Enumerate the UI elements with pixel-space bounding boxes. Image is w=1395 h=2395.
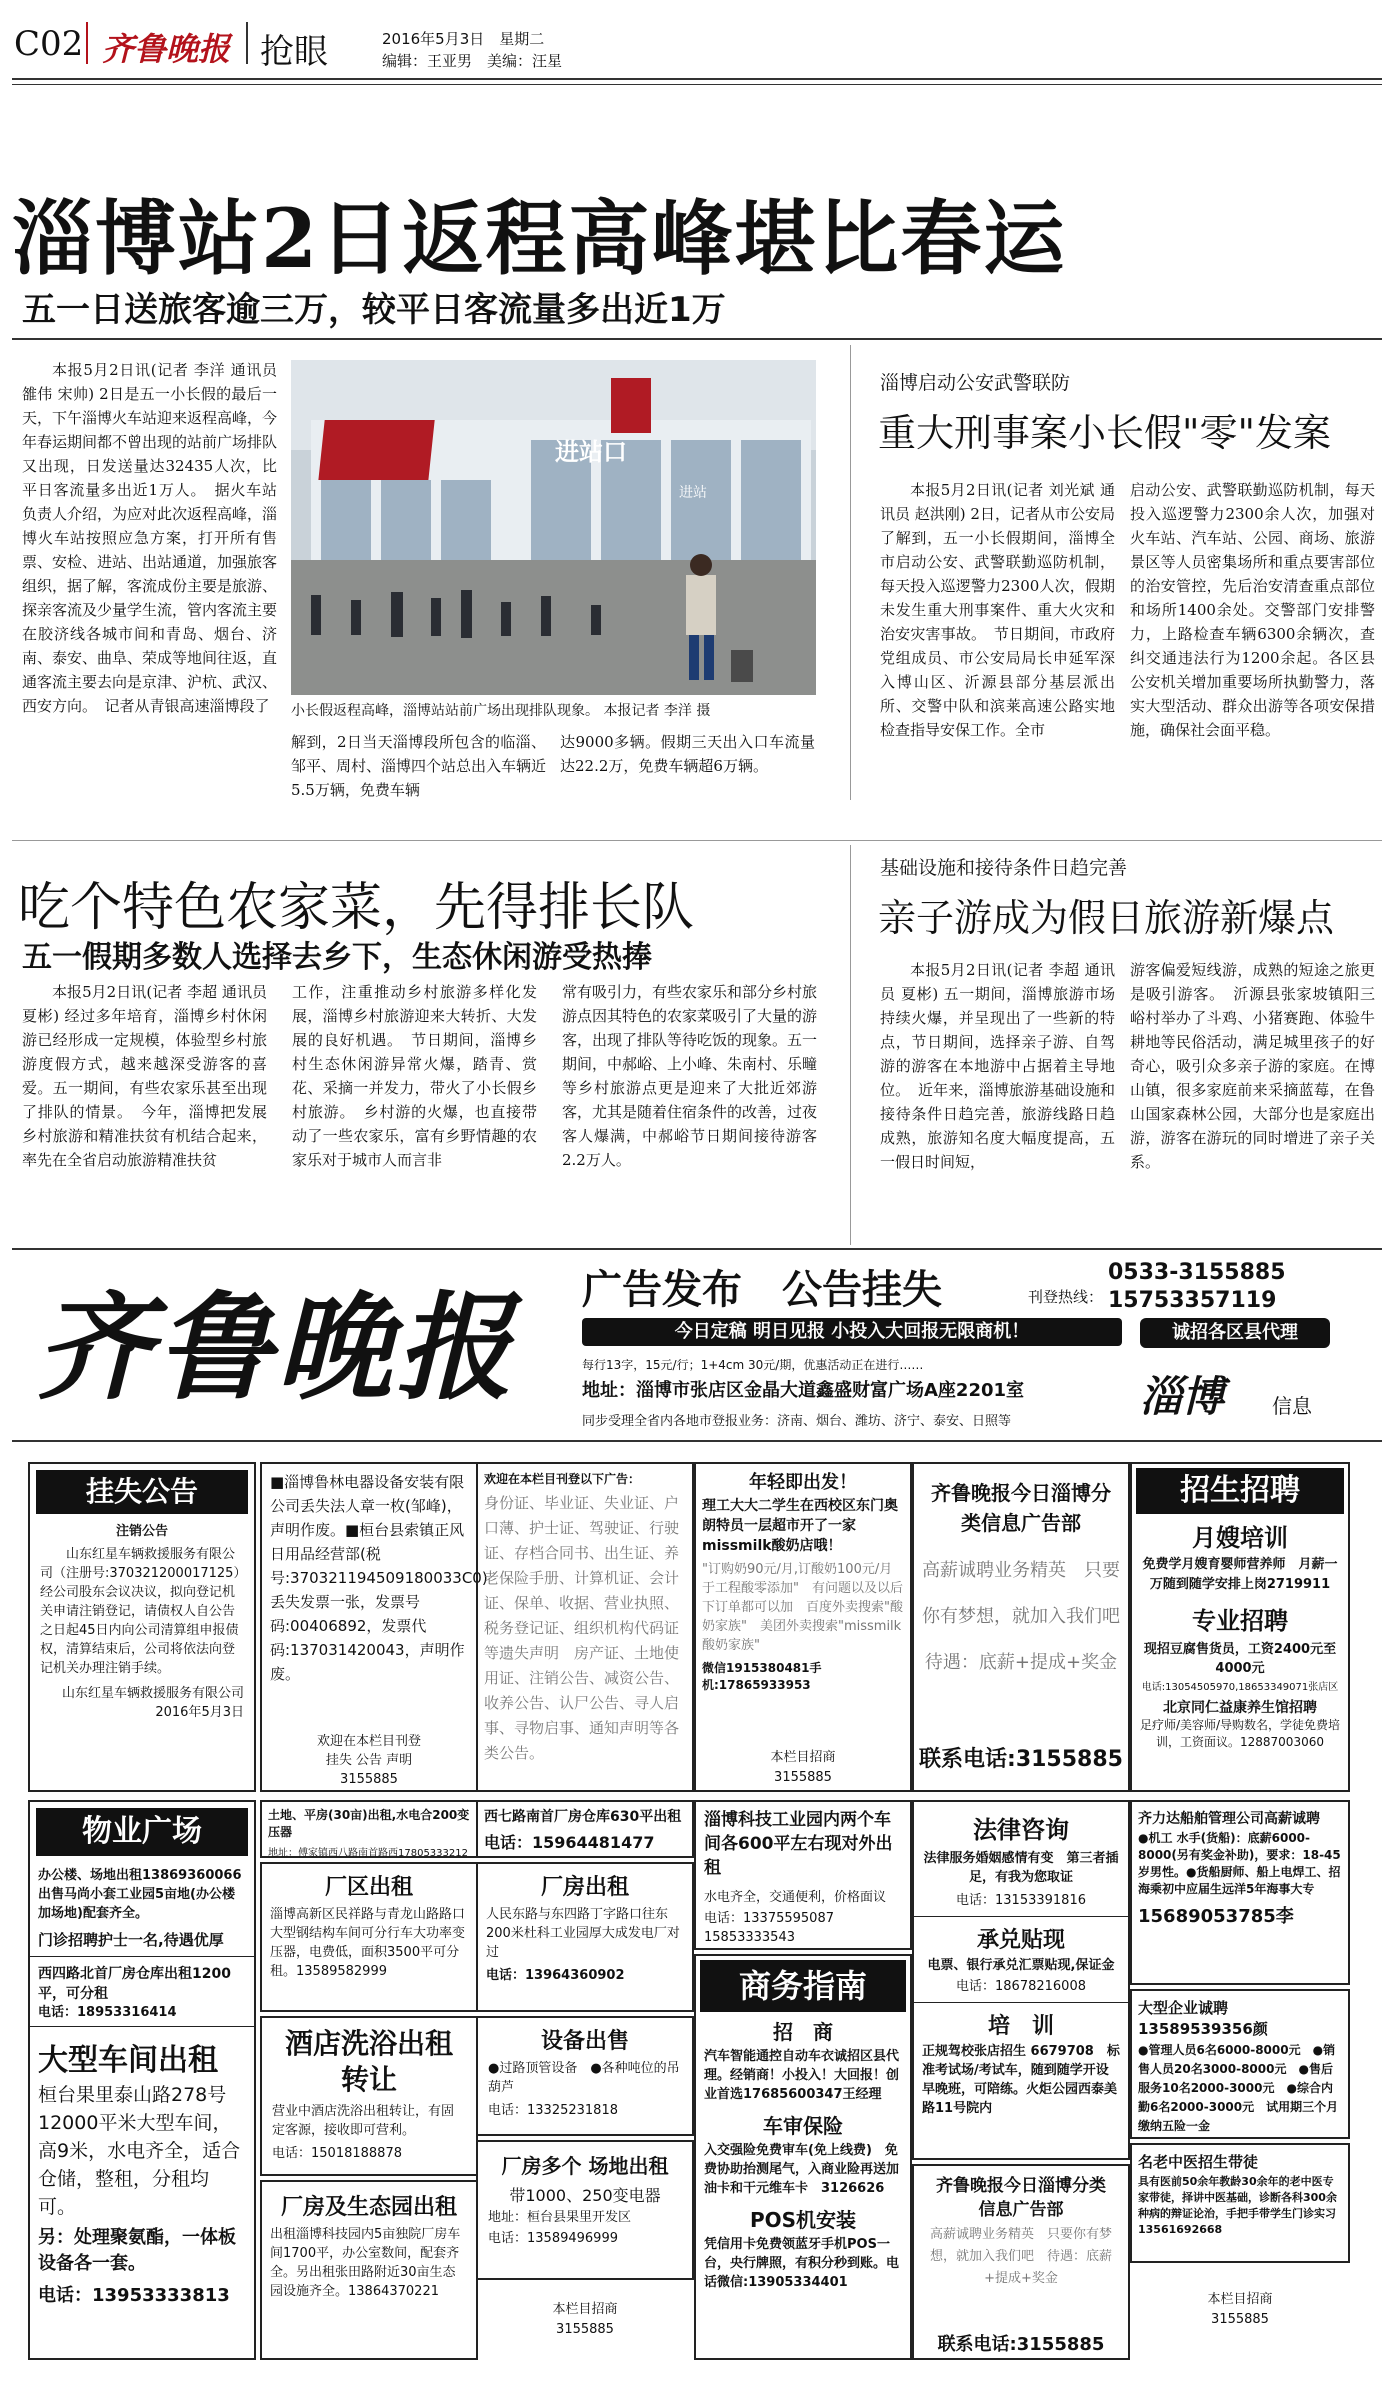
fenlei-box [912,1462,1138,1792]
land-box [260,1800,478,1858]
photo-caption: 小长假返程高峰，淄博站站前广场出现排队现象。 本报记者 李洋 摄 [291,703,711,719]
story2-col3: 常有吸引力，有些农家乐和部分乡村旅游点因其特色的农家菜吸引了大量的游客，出现了排队等待吃饭的现象。五一期间，中郝峪、上小峰、朱南村、乐疃等乡村旅游点更是迎来了大批近郊游客，尤其是随着住宿条件的改善，过夜客人爆满，中郝峪节日期间接待游客2.2万人。 [562,983,818,1169]
notice-sign: 山东红星车辆救援服务有限公司 [61,1686,244,1701]
lost-phone[interactable]: 3155885 [340,1772,398,1787]
main-article-col1: 本报5月2日讯(记者 李洋 通讯员 雒伟 宋帅) 2日是五一小长假的最后一天，下午淄博火车站迎来返程高峰，今年春运期间都不曾出现的站前广场排队又出现，日发送量达32435人次，比平日客流量多出近1万人。 据火车站负责人介绍，为应对此次返程高峰，淄博火车站按照应急方案，打开所有售票、安检、进站、出站通道，加强旅客组织，据了解，客流成份主要是旅游、探亲客流及少量学生流，管内客流主要在胶济线各城市间和青岛、烟台、济南、泰安、曲阜、荣成等地间往返，直通客流主要去向是京津、沪杭、武汉、西安方向。 记者从青银高速淄博段了 [22,361,278,715]
bottom-phone[interactable]: 3155885 [1211,2312,1269,2327]
station-illustration [291,360,816,695]
fenlei2-phone[interactable]: 联系电话:3155885 [937,2334,1105,2355]
equip-box [476,2016,694,2136]
fenlei2-title: 齐鲁晚报今日淄博分类信息广告部 [936,2176,1106,2220]
story2-col1: 本报5月2日讯(记者 李超 通讯员 夏彬) 经过多年培育，淄博乡村休闲游已经形成一定规模，体验型乡村旅游度假方式，越来越深受游客的喜爱。五一期间，有些农家乐甚至出现了排队的情景。 今年，淄博把发展乡村旅游和精准扶贫有机结合起来，率先在全省启动旅游精准扶贫 [22,983,267,1169]
editors: 编辑：王亚男 美编：汪星 [382,52,563,70]
bottom-ad: 本栏目招商 [1207,2292,1273,2307]
banner-logo: 齐鲁晚报 [36,1280,516,1416]
hotel-body: 营业中酒店洗浴出租转让，有固定客源，接收即可营利。 [272,2104,455,2138]
land-title: 土地、平房(30亩)出租,水电合200变压器 [268,1808,470,1839]
lost-title: 挂失公告 [36,1470,248,1514]
photo-sign-small: 进站 [679,485,707,501]
west7-title: 西七路南首厂房仓库630平出租 [484,1809,682,1825]
main-subheadline: 五一日送旅客逾三万，较平日客流量多出近1万 [22,290,726,330]
multi-plant-phone[interactable]: 电话：13589496999 [488,2231,618,2246]
main-article-col2: 解到，2日当天淄博段所包含的临淄、邹平、周村、淄博四个站总出入车辆近5.5万辆，免费车辆 [291,733,547,799]
side1-kicker: 淄博启动公安武警联防 [880,372,1071,394]
techpark-box [694,1800,912,1950]
lost-foot: 欢迎在本栏目刊登 [316,1734,421,1749]
zhaoshang-body: 汽车智能通控自动车衣诚招区县代理。经销商！小投入！大回报！创业首选17685600347王经理 [704,2049,900,2102]
side1-title: 重大刑事案小长假"零"发案 [878,411,1331,455]
equip-body: ●过路顶管设备 ●各种吨位的吊葫芦 [488,2061,680,2095]
side2-kicker: 基础设施和接待条件日趋完善 [880,857,1128,879]
chengdui-phone[interactable]: 电话：18678216008 [956,1979,1086,1994]
photo-sign: 进站口 [555,438,627,466]
yuesao-body: 免费学月嫂育婴师营养师 月薪一万随到随学安排上岗2719911 [1142,1557,1338,1592]
side1-col2: 启动公安、武警联勤巡防机制，每天投入巡逻警力2300余人次，加强对火车站、汽车站、公园、商场、旅游景区等人员密集场所和重点要害部位的治安管控，先后治安清查重点部位和场所1400余处。交警部门安排警力，上路检查车辆6300余辆次，查纠交通违法行为1200余起。各区县公安机关增加重要场所执勤警力，落实大型活动、群众出游等各项安保措施，确保社会面平稳。 [1130,481,1375,739]
side2-col1: 本报5月2日讯(记者 李超 通讯员 夏彬) 五一期间，淄博旅游市场持续火爆，并呈现出了一些新的特点，节日期间，选择亲子游、自驾游的游客在本地游中占据着主导地位。 近年来，淄博旅游基础设施和接待条件日趋完善，旅游线路日趋成熟，旅游知名度大幅度提高，五一假日时间短， [880,961,1115,1171]
recruit-box [1130,1462,1350,1792]
banner-bar: 今日定稿 明日见报 小投入大回报无限商机！ [582,1318,1122,1346]
property-p3-phone[interactable]: 电话：13953333813 [38,2285,230,2306]
eco-box [260,2180,478,2360]
factory-box [260,1862,478,2012]
section-rule [12,840,1382,841]
techpark-title: 淄博科技工业园内两个车间各600平左右现对外出租 [704,1810,893,1878]
lost-notice-box [28,1462,256,1792]
ad-types-title: 欢迎在本栏目刊登以下广告： [484,1472,641,1486]
property-box [28,1800,256,2360]
chengdui-title: 承兑贴现 [914,1916,1128,1954]
hotline-label: 刊登热线： [1028,1288,1104,1306]
multi-plant-title: 厂房多个 场地出租 [501,2154,669,2178]
ad-rule [12,1248,1382,1250]
west7-box [476,1800,694,1858]
ship-phone[interactable]: 15689053785李 [1138,1906,1294,1927]
land-addr: 地址：傅家镇西八路南首路西17805333212 [268,1848,468,1859]
law-box [912,1800,1130,2160]
ship-box [1130,1800,1350,1985]
pos-body: 凭信用卡免费领蓝牙手机POS一台，央行牌照，有积分秒到账。电话微信:13905334401 [704,2237,900,2290]
eco-body: 出租淄博科技园内5亩独院厂房车间1700平，办公室数间，配套齐全。另出租张田路附近30亩生态园设施齐全。13864370221 [270,2227,461,2299]
chengdui-body: 电票、银行承兑汇票贴现,保证金 [927,1958,1115,1973]
eco-title: 厂房及生态园出租 [280,2195,457,2220]
story2-subtitle: 五一假期多数人选择去乡下，生态休闲游受热捧 [22,940,652,975]
youth-body: "订购奶90元/月,订酸奶100元/月于工程酸零添加" 有问题以及以后下订单都可以加 百度外卖搜索"酸奶家族" 美团外卖搜索"missmilk酸奶家族" [702,1562,903,1653]
property-p3-title: 大型车间出租 [30,2026,254,2079]
lost-items-box [260,1462,488,1792]
agent-badge: 诚招各区县代理 [1140,1318,1330,1348]
law-title: 法律咨询 [973,1816,1069,1844]
fenlei2-body: 高薪诚聘业务精英 只要你有梦想，就加入我们吧 待遇：底薪+提成+奖金 [929,2227,1112,2286]
tongren-title: 北京同仁益康养生馆招聘 [1163,1700,1317,1716]
header-divider [86,22,88,64]
doctor-title: 名老中医招生带徒 [1138,2153,1259,2171]
bigcorp-title: 大型企业诚聘13589539356颜 [1138,1999,1268,2038]
business-guide-box [694,1954,912,2360]
banner-address: 地址：淄博市张店区金晶大道鑫盛财富广场A座2201室 [582,1380,1025,1401]
law-phone[interactable]: 电话：13153391816 [956,1893,1086,1908]
page-code: C02 [14,24,84,64]
plant-body: 人民东路与东四路丁字路口往东200米杜科工业园厚大成发电厂对过 [486,1907,680,1960]
plant-box [476,1862,694,2012]
doctor-body: 具有医前50余年教龄30余年的老中医专家带徒，择讲中医基础，诊断各科300余种病的辩证论治，手把手带学生门诊实习13561692668 [1138,2175,1337,2236]
section-title: 抢眼 [260,32,328,72]
side2-col2: 游客偏爱短线游，成熟的短途之旅更是吸引游客。 沂源县张家坡镇阳三峪村举办了斗鸡、小猪赛跑、体验牛耕地等民俗活动，满足城里孩子的好奇心，吸引众多亲子游的家庭。在博山镇，很多家庭前来采摘蓝莓，在鲁山国家森林公园，大部分也是家庭出游，游客在游玩的同时增进了亲子关系。 [1130,961,1375,1171]
youth-foot: 本栏目招商 [770,1750,836,1765]
brand-zibo: 淄博 [1140,1372,1225,1421]
ad-types-body: 身份证、毕业证、失业证、户口薄、护士证、驾驶证、行驶证、存档合同书、出生证、养老保险手册、计算机证、会计证、保单、收据、营业执照、税务登记证、组织机构代码证等遗失声明 房产证、土地使用证、注销公告、减资公告、收养公告、认尸公告、寻人启事、寻物启事、通知声明等各类公告。 [484,1494,680,1762]
property-p2: 西四路北首厂房仓库出租1200平，可分租 [30,1956,254,2003]
issue-date: 2016年5月3日 星期二 [382,30,545,48]
doctor-box [1130,2143,1350,2263]
header-rule [12,78,1382,80]
multi-plant-box [476,2140,694,2280]
notice-body: 山东红星车辆救援服务有限公司（注册号:370321200017125）经公司股东会议决议，拟向登记机关申请注销登记，请债权人自公告之日起45日内向公司清算组申报债权，清算结束后，公司将依法向登记机关办理注销手续。 [40,1547,240,1676]
banner-slogan: 广告发布 公告挂失 [582,1267,942,1313]
youth-sub: 理工大大二学生在西校区东门奥朗特员一层超市开了一家missmilk酸奶店哦！ [702,1498,898,1554]
techpark-body: 水电齐全，交通便利，价格面议 [704,1890,887,1905]
law-body: 法律服务婚姻感情有变 第三者插足，有我为您取证 [923,1851,1119,1885]
property-p3-body: 桓台果里泰山路278号12000平米大型车间，高9米，水电齐全，适合仓储，整租，分租均可。 [38,2084,241,2218]
notice-date: 2016年5月3日 [155,1705,244,1720]
property-title: 物业广场 [36,1808,248,1856]
chesheng-body: 入交强险免费审车(免上线费) 免费协助抬测尾气，入商业险再送加油卡和干元维车卡 3126626 [704,2143,900,2196]
training-body: 正规驾校张店招生 6679708 标准考试场/考试车，随到随学开设早晚班，可陪练。火炬公园西泰美路11号院内 [922,2044,1120,2116]
r5-ad: 本栏目招商 [552,2302,618,2317]
pos-title: POS机安装 [749,2208,857,2232]
ad-types-box [476,1462,694,1792]
recruit-title: 招生招聘 [1136,1468,1344,1514]
lost-items: ■淄博鲁林电器设备安装有限公司丢失法人章一枚(邹峰)，声明作废。■桓台县索镇正风日用品经营部(税号:370321194509180033C0)丢失发票一张，发票号码:00406892，发票代码:137031420043，声明作废。 [270,1473,488,1683]
hotel-box [260,2016,478,2176]
bigcorp-box [1130,1989,1350,2139]
factory-body: 淄博高新区民祥路与青龙山路路口大型钢结构车间可分行车大功率变压器，电费低，面积3500平可分租。13589582999 [270,1907,466,1979]
column-divider [850,845,851,1245]
yuesao-title: 月嫂培训 [1192,1524,1288,1552]
plant-phone[interactable]: 电话：13964360902 [486,1968,625,1983]
hotline-phone-1[interactable]: 0533-3155885 [1108,1260,1286,1285]
ad-rule [12,1440,1382,1442]
side1-col1: 本报5月2日讯(记者 刘光斌 通讯员 赵洪刚) 2日，记者从市公安局了解到，五一小长假期间，淄博全市启动公安、武警联勤巡防机制，每天投入巡逻警力2300人次，假期未发生重大刑事案件、重大火灾和治安灾害事故。 节日期间，市政府党组成员、市公安局局长申延军深入博山区、沂源县部分基层派出所、交警中队和滨莱高速公路实地检查指导安保工作。全市 [880,481,1115,739]
ship-title: 齐力达船舶管理公司高薪诚聘 [1138,1811,1320,1827]
plant-title: 厂房出租 [540,1875,629,1900]
property-p1b: 门诊招聘护士一名,待遇优厚 [38,1931,224,1949]
banner-price: 每行13字，15元/行；1+4cm 30元/期，优惠活动正在进行…… [582,1358,924,1372]
notice-title: 注销公告 [115,1524,168,1539]
youth-phone[interactable]: 3155885 [774,1770,832,1785]
equip-phone[interactable]: 电话：13325231818 [488,2103,618,2118]
lost-foot2: 挂失 公告 声明 [325,1753,413,1768]
techpark-phone[interactable]: 电话：13375595087 15853333543 [704,1911,834,1945]
property-p1: 办公楼、场地出租13869360066 出售马尚小套工业园5亩地(办公楼加场地)配套齐全。 [38,1868,255,1921]
newspaper-logo: 齐鲁晚报 [102,30,231,68]
hotel-phone[interactable]: 电话：15018188878 [272,2146,402,2161]
hotel-title: 酒店洗浴出租转让 [284,2027,453,2096]
zhuanye-phone[interactable]: 电话:13054505970,18653349071张店区 [1141,1682,1339,1693]
column-divider [850,345,851,800]
tongren-body: 足疗师/美容师/导购数名，学徒免费培训，工资面议。12887003060 [1139,1718,1341,1749]
zhuanye-title: 专业招聘 [1192,1607,1288,1635]
main-headline: 淄博站2日返程高峰堪比春运 [12,192,1067,287]
fenlei-body: 高薪诚聘业务精英 只要你有梦想，就加入我们吧 待遇：底薪+提成+奖金 [922,1560,1138,1673]
youth-box [694,1462,912,1792]
zhuanye-body: 现招豆腐售货员，工资2400元至4000元 [1143,1642,1337,1676]
business-title: 商务指南 [700,1960,906,2012]
fenlei-title: 齐鲁晚报今日淄博分类信息广告部 [931,1481,1111,1535]
property-p2-phone[interactable]: 电话：18953316414 [38,2005,177,2020]
zhaoshang-title: 招 商 [773,2020,833,2044]
fenlei2-box [912,2164,1130,2360]
side2-title: 亲子游成为假日旅游新爆点 [878,896,1335,940]
brand-sub: 信息 [1272,1394,1312,1418]
youth-title: 年轻即出发！ [749,1472,857,1493]
west7-phone[interactable]: 电话：15964481477 [484,1833,655,1852]
bigcorp-body: ●管理人员6名6000-8000元 ●销售人员20名3000-8000元 ●售后服务10名2000-3000元 ●综合内勤6名2000-3000元 试用期三个月缴纳五险一金 [1138,2043,1339,2133]
training-title: 培 训 [914,2002,1128,2040]
multi-plant-body: 带1000、250变电器 [509,2186,661,2205]
equip-title: 设备出售 [540,2029,629,2054]
hotline-phone-2[interactable]: 15753357119 [1108,1288,1277,1313]
r5-phone[interactable]: 3155885 [556,2322,614,2337]
station-photo [291,360,816,695]
section-rule [12,338,1382,340]
chesheng-title: 车审保险 [763,2114,843,2138]
fenlei-phone[interactable]: 联系电话:3155885 [919,1747,1123,1772]
main-article-col3: 达9000多辆。假期三天出入口车流量达22.2万，免费车辆超6万辆。 [560,733,815,775]
story2-col2: 工作，注重推动乡村旅游多样化发展，淄博乡村旅游迎来大转折、大发展的良好机遇。 节日期间，淄博乡村生态休闲游异常火爆，踏青、赏花、采摘一并发力，带火了小长假乡村旅游。 乡村游的火爆，也直接带动了一些农家乐，富有乡野情趣的农家乐对于城市人而言非 [292,983,537,1169]
banner-sync: 同步受理全省内各地市登报业务：济南、烟台、潍坊、济宁、泰安、日照等 [582,1414,1012,1429]
factory-title: 厂区出租 [324,1875,413,1900]
ship-body: ●机工 水手(货船)：底薪6000-8000(另有奖金补助)，要求：18-45岁男性。●货船厨师、船上电焊工、招海乘初中应届生远洋5年海事大专 [1138,1831,1341,1896]
header-rule [12,84,1382,85]
multi-plant-addr: 地址：桓台县果里开发区 [488,2210,632,2225]
property-p3-extra: 另：处理聚氨酯，一体板设备各一套。 [38,2227,236,2274]
youth-contact[interactable]: 微信1915380481手机:17865933953 [702,1661,822,1692]
header-divider [246,22,248,64]
story2-title: 吃个特色农家菜，先得排长队 [18,878,695,938]
